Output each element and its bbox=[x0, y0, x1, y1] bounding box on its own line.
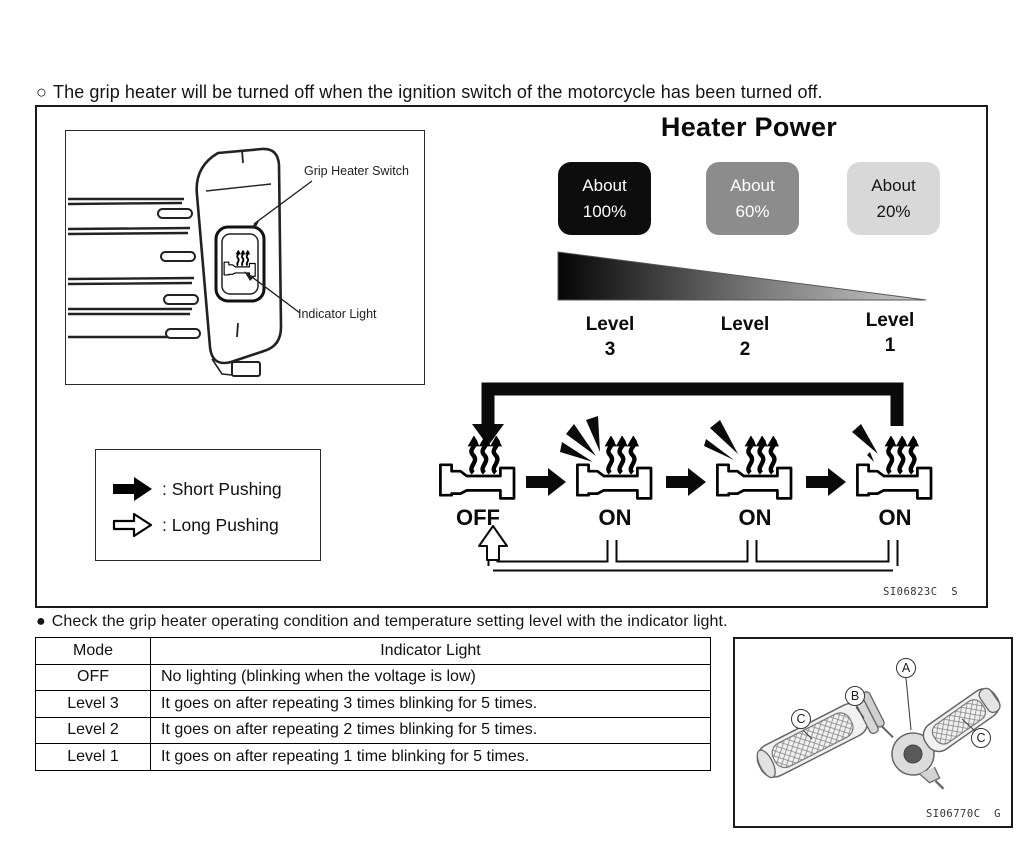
table-row bbox=[36, 664, 711, 691]
handlebar-lines bbox=[68, 199, 194, 337]
mode-off: OFF bbox=[36, 664, 151, 691]
indicator-level2: It goes on after repeating 2 times blinking for 5 times. bbox=[151, 717, 711, 744]
switch-figure-box bbox=[65, 130, 425, 385]
check-note bbox=[36, 613, 728, 631]
left-grip-part bbox=[750, 687, 893, 797]
state-on-2: ON bbox=[738, 505, 772, 530]
right-grip-part bbox=[884, 679, 1011, 804]
grip-parts-figure-box bbox=[733, 637, 1013, 828]
level-1-label: Level 1 bbox=[865, 310, 915, 356]
long-push-up-arrow-icon bbox=[479, 526, 507, 560]
mode-level1: Level 1 bbox=[36, 744, 151, 771]
indicator-table bbox=[35, 637, 711, 771]
indicator-level3: It goes on after repeating 3 times blinking for 5 times. bbox=[151, 691, 711, 718]
grip-parts-drawing bbox=[735, 639, 1011, 826]
long-push-return-path bbox=[479, 526, 893, 566]
legend-short-label: : Short Pushing bbox=[162, 478, 282, 499]
switch-cycle-diagram bbox=[430, 372, 990, 574]
figure-code-parts: SI06770C G bbox=[925, 808, 1001, 820]
table-row bbox=[36, 717, 711, 744]
legend-long-label: : Long Pushing bbox=[162, 514, 279, 535]
top-note-text: The grip heater will be turned off when the ignition switch of the motorcycle has been turned off. bbox=[52, 82, 823, 102]
switch-label: Grip Heater Switch bbox=[304, 164, 409, 178]
figure-code-main: SI06823C S bbox=[883, 586, 959, 598]
indicator-label: Indicator Light bbox=[298, 307, 377, 321]
grip-state-off-icon bbox=[440, 435, 514, 498]
solid-arrow-icon bbox=[112, 476, 154, 502]
power-box-20: About 20% bbox=[847, 162, 940, 235]
col-header-mode: Mode bbox=[36, 638, 151, 665]
power-box-100: About 100% bbox=[558, 162, 651, 235]
power-gradient-triangle bbox=[556, 250, 928, 304]
blink-rays-3-icon bbox=[560, 416, 600, 462]
level-3-label: Level 3 bbox=[585, 314, 635, 360]
indicator-level1: It goes on after repeating 1 time blinking for 5 times. bbox=[151, 744, 711, 771]
state-off: OFF bbox=[456, 505, 500, 530]
table-row bbox=[36, 744, 711, 771]
part-label-b: B bbox=[845, 686, 865, 706]
legend-box bbox=[95, 449, 321, 561]
part-label-c-left: C bbox=[791, 709, 811, 729]
table-row bbox=[36, 691, 711, 718]
blink-rays-1-icon bbox=[852, 424, 878, 462]
top-note bbox=[36, 82, 823, 103]
short-push-arrow-2-icon bbox=[666, 468, 706, 496]
circle-bullet: ○ bbox=[36, 82, 47, 102]
level-2-label: Level 2 bbox=[720, 314, 770, 360]
heater-power-title: Heater Power bbox=[660, 112, 838, 142]
state-on-1: ON bbox=[598, 505, 632, 530]
short-push-arrow-3-icon bbox=[806, 468, 846, 496]
grip-state-level3-icon bbox=[577, 435, 651, 498]
power-box-60: About 60% bbox=[706, 162, 799, 235]
check-note-text: Check the grip heater operating condition and temperature setting level with the indicator light. bbox=[51, 613, 728, 630]
grip-heater-switch-button bbox=[216, 227, 264, 301]
col-header-indicator: Indicator Light bbox=[151, 638, 711, 665]
part-label-c-right: C bbox=[971, 728, 991, 748]
indicator-off: No lighting (blinking when the voltage is low) bbox=[151, 664, 711, 691]
mode-level3: Level 3 bbox=[36, 691, 151, 718]
dot-bullet: ● bbox=[36, 613, 46, 630]
blink-rays-2-icon bbox=[704, 420, 738, 460]
legend-short-pushing bbox=[112, 472, 320, 506]
outline-arrow-icon bbox=[112, 512, 154, 538]
state-on-3: ON bbox=[878, 505, 912, 530]
table-header-row bbox=[36, 638, 711, 665]
short-push-arrow-1-icon bbox=[526, 468, 566, 496]
mode-level2: Level 2 bbox=[36, 717, 151, 744]
legend-long-pushing bbox=[112, 508, 320, 542]
cycle-bracket bbox=[488, 389, 897, 430]
part-label-a: A bbox=[896, 658, 916, 678]
